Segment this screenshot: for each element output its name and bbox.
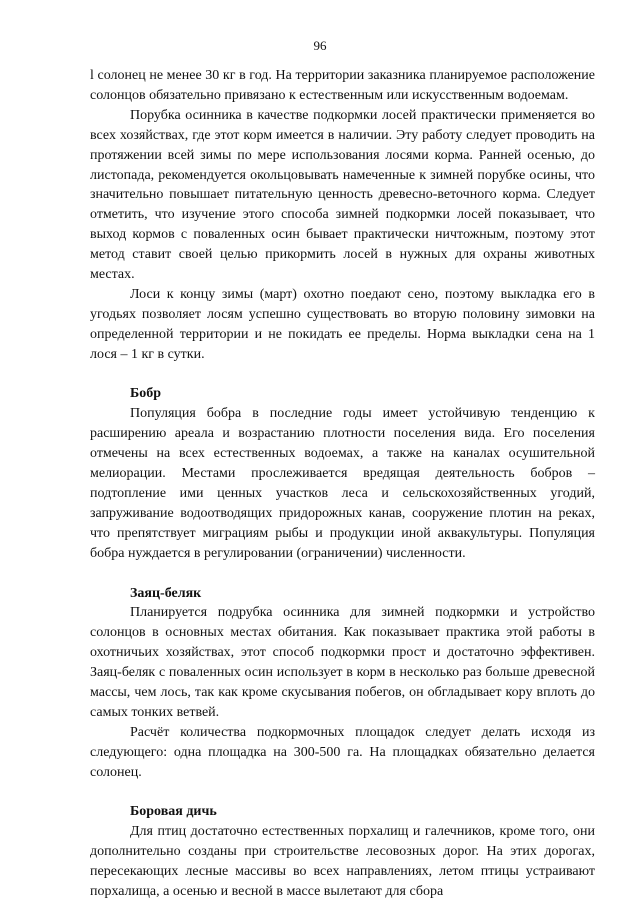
intro-paragraph-2: Порубка осинника в качестве подкормки лосей практически применяется во всех хозяйствах, где этот корм имеется в наличии. Эту работу следует проводить на протяжении всей зимы по мере использования лосями корма. Ранней осенью, до листопада, рекомендуется окольцовывать намеченные к зимней порубке осины, что значительно повышает питательную ценность древесно-веточного корма. Следует отметить, что изучение этого способа зимней подкормки лосей показывает, что выход кормов с поваленных осин бывает практически ничтожным, поэтому этот метод ставит своей целью прикормить лосей в нужных для охраны животных местах. [90,107,595,283]
hare-paragraph-1: Планируется подрубка осинника для зимней подкормки и устройство солонцов в основных местах обитания. Как показывает практика этой работы в охотничьих хозяйствах, этот способ подкормки прост и достаточно эффективен. Заяц-беляк с поваленных осин использует в корм в несколько раз больше древесной массы, чем лось, так как кроме скусывания побегов, он обгладывает кору вплоть до самых тонких ветвей. [90,605,595,720]
game-paragraph-1: Для птиц достаточно естественных порхалищ и галечников, кроме того, они дополнительно созданы при строительстве лесовозных дорог. На этих дорогах, пересекающих лесные массивы во всех направлениях, летом птицы устраивают порхалища, а осенью и весной в массе вылетают для сбора [90,824,595,900]
section-heading-hare: Заяц-беляк [130,585,202,601]
intro-paragraph-3: Лоси к концу зимы (март) охотно поедают сено, поэтому выкладка его в угодьях позволяет лосям успешно существовать во вторую половину зимовки на определенной территории и не покидать ее пределы. Норма выкладки сена на 1 лося – 1 кг в сутки. [90,286,595,362]
page-number: 96 [313,38,327,53]
section-heading-game: Боровая дичь [130,804,217,820]
text-body [90,66,595,902]
intro-paragraph-1: l солонец не менее 30 кг в год. На территории заказника планируемое расположение солонцов обязательно привязано к естественным или искусственным водоемам. [90,68,595,103]
beaver-paragraph-1: Популяция бобра в последние годы имеет устойчивую тенденцию к расширению ареала и возрастанию плотности поселения вида. Его поселения отмечены на всех естественных водоемах, а также на каналах осушительной мелиорации. Местами прослеживается вредящая деятельность бобров – подтопление ими ценных участков леса и сельскохозяйственных угодий, запруживание водоотводящих придорожных канав, сооружение плотин на реках, что препятствует миграциям рыбы и продукции иной аквакультуры. Популяция бобра нуждается в регулировании (ограничении) численности. [90,406,595,561]
section-heading-beaver: Бобр [130,386,162,402]
hare-paragraph-2: Расчёт количества подкормочных площадок следует делать исходя из следующего: одна площадка на 300-500 га. На площадках обязательно делается солонец. [90,724,595,780]
